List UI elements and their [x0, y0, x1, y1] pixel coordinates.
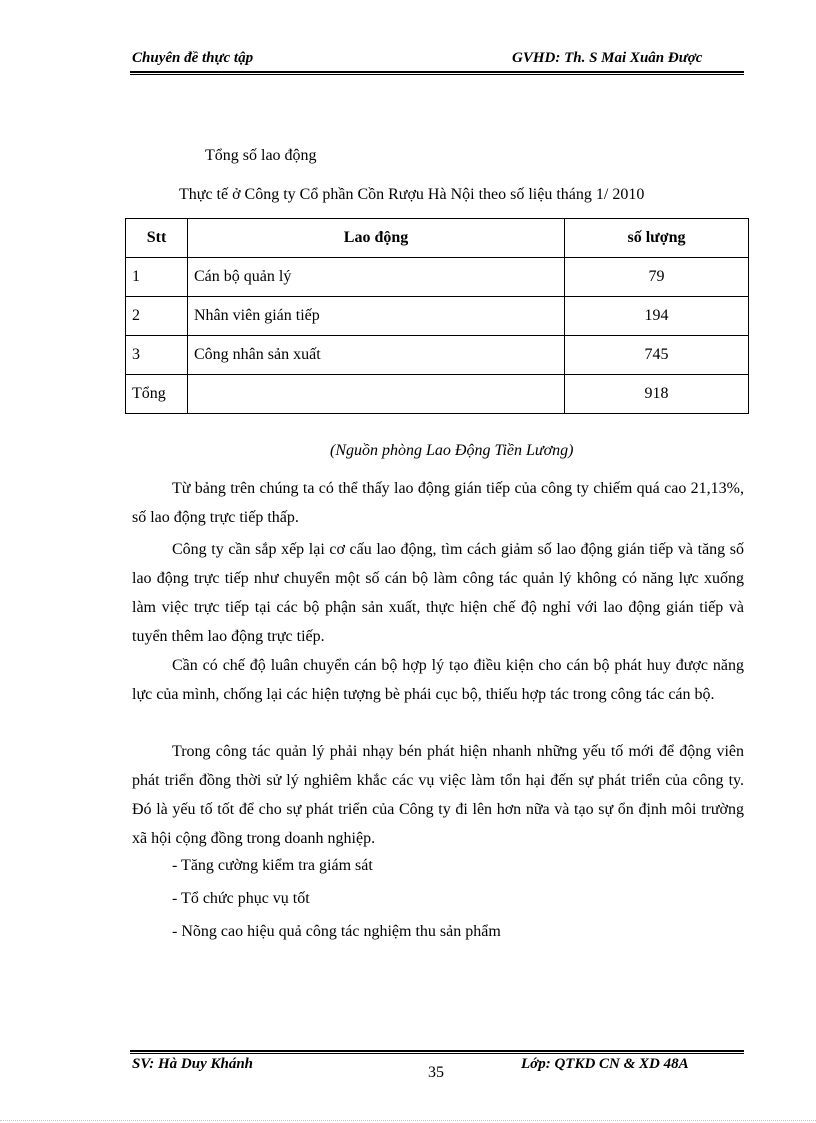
table-source-note: (Nguồn phòng Lao Động Tiền Lương) — [330, 442, 574, 459]
bullet-item: - Nõng cao hiệu quả công tác nghiệm thu sản phẩm — [172, 923, 501, 940]
cell-stt: 2 — [126, 297, 188, 336]
table-row — [126, 336, 749, 375]
column-header-stt: Stt — [126, 219, 188, 258]
cell-labor: Công nhân sản xuất — [188, 336, 565, 375]
body-paragraph: Trong công tác quản lý phải nhạy bén phát hiện nhanh những yếu tố mới để động viên phát triển đồng thời sử lý nghiêm khắc các vụ việc làm tổn hại đến sự phát triển của công ty. Đó là yếu tố tốt để cho sự phát triển của Công ty đi lên hơn nữa và tạo sự ổn định môi trường xã hội cộng đồng trong doanh nghiệp. — [132, 743, 744, 847]
cell-labor — [188, 375, 565, 414]
cell-stt: Tổng — [126, 375, 188, 414]
table-header-row — [126, 219, 749, 258]
header-rule-thin — [130, 74, 744, 75]
cell-count: 79 — [565, 258, 749, 297]
body-paragraph: Cần có chế độ luân chuyển cán bộ hợp lý tạo điều kiện cho cán bộ phát huy được năng lực của mình, chống lại các hiện tượng bè phái cục bộ, thiếu hợp tác trong công tác cán bộ. — [132, 657, 744, 703]
cell-count: 918 — [565, 375, 749, 414]
bullet-item: - Tổ chức phục vụ tốt — [172, 890, 310, 907]
table-subtitle: Thực tế ở Công ty Cổ phần Cồn Rượu Hà Nội theo số liệu tháng 1/ 2010 — [179, 186, 645, 203]
cell-labor: Cán bộ quản lý — [188, 258, 565, 297]
labor-table — [125, 218, 749, 414]
cell-count: 194 — [565, 297, 749, 336]
header-topic: Chuyên đề thực tập — [132, 50, 254, 66]
column-header-labor: Lao động — [188, 219, 565, 258]
table-total-row — [126, 375, 749, 414]
cell-count: 745 — [565, 336, 749, 375]
body-paragraph: Công ty cần sắp xếp lại cơ cấu lao động, tìm cách giảm số lao động gián tiếp và tăng số lao động trực tiếp như chuyển một số cán bộ làm công tác quản lý không có năng lực xuống làm việc trực tiếp tại các bộ phận sản xuất, thực hiện chế độ nghỉ với lao động gián tiếp và tuyển thêm lao động trực tiếp. — [132, 541, 744, 645]
cell-labor: Nhân viên gián tiếp — [188, 297, 565, 336]
page-bottom-divider — [0, 1120, 816, 1121]
cell-stt: 3 — [126, 336, 188, 375]
footer-rule-thin — [130, 1053, 744, 1054]
footer-class: Lớp: QTKD CN & XD 48A — [521, 1056, 689, 1072]
table-title: Tổng số lao động — [205, 147, 317, 164]
body-paragraph: Từ bảng trên chúng ta có thể thấy lao động gián tiếp của công ty chiếm quá cao 21,13%, số lao động trực tiếp thấp. — [132, 480, 744, 526]
table-row — [126, 297, 749, 336]
column-header-count: số lượng — [565, 219, 749, 258]
table-row — [126, 258, 749, 297]
page-number: 35 — [428, 1064, 444, 1081]
cell-stt: 1 — [126, 258, 188, 297]
footer-student: SV: Hà Duy Khánh — [132, 1056, 254, 1072]
footer-rule — [130, 1050, 744, 1052]
bullet-item: - Tăng cường kiểm tra giám sát — [172, 857, 373, 874]
header-advisor: GVHD: Th. S Mai Xuân Được — [512, 50, 703, 66]
header-rule — [130, 71, 744, 73]
